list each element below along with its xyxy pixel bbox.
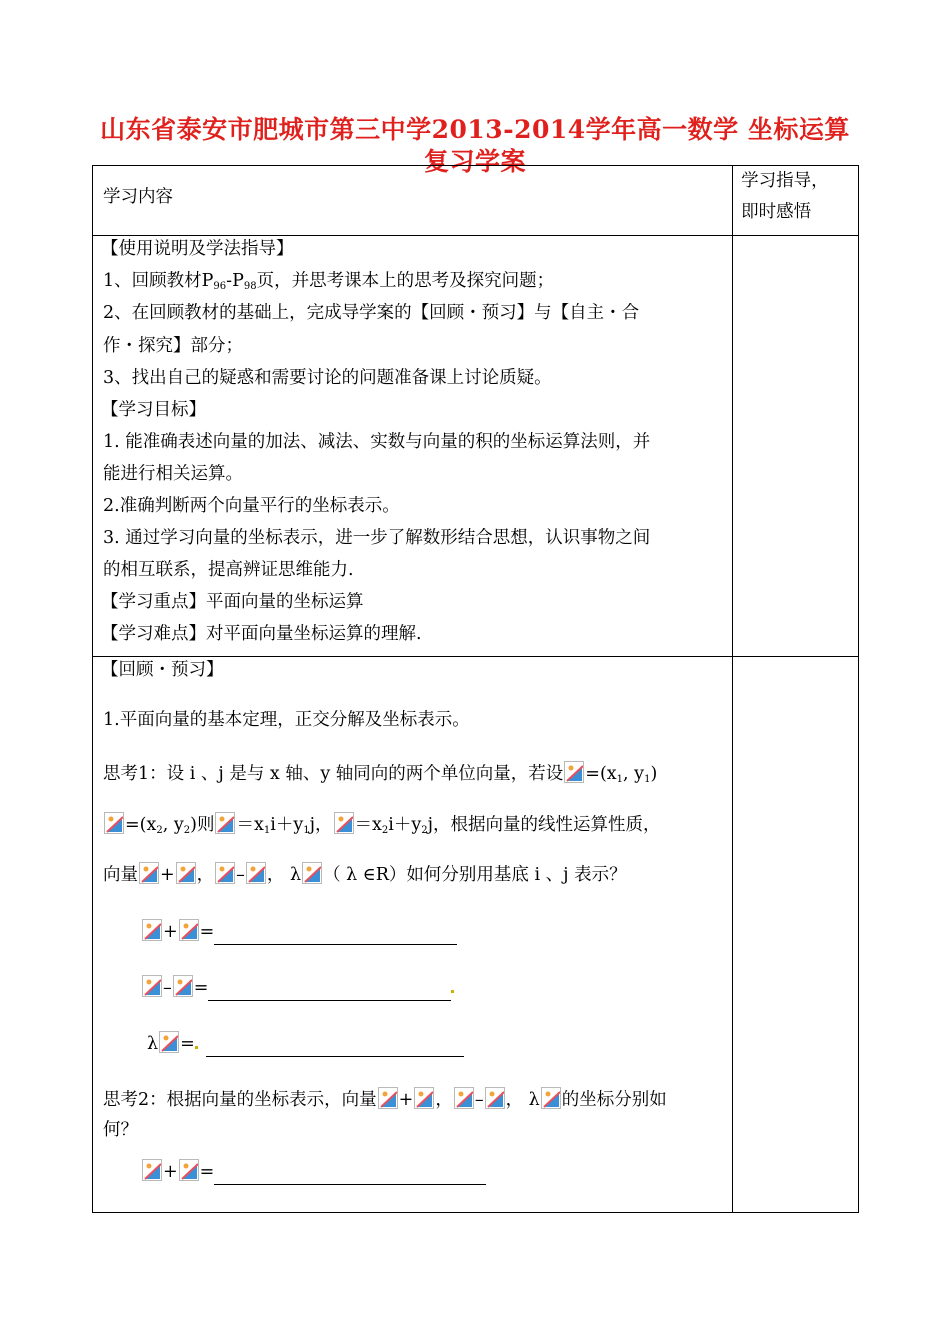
review-item-1: 1.平面向量的基本定理，正交分解及坐标表示。 <box>103 710 470 730</box>
vector-image-icon <box>564 761 584 783</box>
header-content-cell <box>93 166 733 236</box>
review-heading: 【回顾・预习】 <box>101 660 224 680</box>
vector-image-icon <box>173 975 193 997</box>
goal-3-line2: 的相互联系，提高辨证思维能力. <box>103 560 354 580</box>
review-notes-cell <box>733 657 859 1213</box>
vector-image-icon <box>246 862 266 884</box>
answer-blank[interactable] <box>208 980 451 1001</box>
instruction-item-1: 1、回顾教材$P_{96}-P_{98}$页，并思考课本上的思考及探究问题； <box>103 271 555 292</box>
document-title-line2: 复习学案 <box>423 147 526 176</box>
instructions-notes-cell <box>733 236 859 657</box>
think2-line2: 何？ <box>103 1120 138 1140</box>
instructions-heading: 【使用说明及学法指导】 <box>101 239 294 259</box>
key-point: 【学习重点】平面向量的坐标运算 <box>101 592 364 612</box>
vector-image-icon <box>302 862 322 884</box>
guide-label-2: 即时感悟 <box>741 202 812 222</box>
vector-image-icon <box>541 1087 561 1109</box>
goal-1-line2: 能进行相关运算。 <box>103 464 243 484</box>
goal-2: 2.准确判断两个向量平行的坐标表示。 <box>103 496 400 516</box>
sum-fill-line: + = <box>141 919 457 945</box>
think2-sum-fill-line: + = <box>141 1159 486 1185</box>
header-guide-cell <box>733 166 859 236</box>
think1-line2: $=(x_2$, $y_2$)则 $=x_1i+y_1j$， $=x_2i+y_2j$，根据向量的线性运算性质， <box>103 812 661 836</box>
vector-image-icon <box>485 1087 505 1109</box>
vector-image-icon <box>215 812 235 834</box>
vector-image-icon <box>139 862 159 884</box>
difficulty: 【学习难点】对平面向量坐标运算的理解. <box>101 624 422 644</box>
content-label: 学习内容 <box>103 187 173 207</box>
guide-label-1: 学习指导， <box>741 171 829 191</box>
instruction-item-3: 3、找出自己的疑惑和需要讨论的问题准备课上讨论质疑。 <box>103 368 552 388</box>
instruction-item-2-line2: 作・探究】部分； <box>103 336 243 356</box>
vector-image-icon <box>454 1087 474 1109</box>
worksheet-table <box>92 165 859 1213</box>
vector-image-icon <box>179 919 199 941</box>
vector-image-icon <box>142 975 162 997</box>
vector-image-icon <box>142 1159 162 1181</box>
vector-image-icon <box>378 1087 398 1109</box>
instructions-cell <box>93 236 733 657</box>
goal-1-line1: 1. 能准确表述向量的加法、减法、实数与向量的积的坐标运算法则，并 <box>103 432 651 452</box>
vector-image-icon <box>179 1159 199 1181</box>
vector-image-icon <box>142 919 162 941</box>
vector-image-icon <box>104 812 124 834</box>
vector-image-icon <box>334 812 354 834</box>
document-title-line1: 山东省泰安市肥城市第三中学2013-2014学年高一数学 坐标运算 <box>100 115 850 144</box>
goals-heading: 【学习目标】 <box>101 400 206 420</box>
goal-3-line1: 3. 通过学习向量的坐标表示，进一步了解数形结合思想，认识事物之间 <box>103 528 651 548</box>
answer-blank[interactable] <box>214 924 457 945</box>
vector-image-icon <box>414 1087 434 1109</box>
think1-line3: 向量 + ， – ， λ （ λ ∈R）如何分别用基底 i 、j 表示？ <box>103 862 627 886</box>
think2-line1: 思考2：根据向量的坐标表示，向量 + ， – ， λ 的坐标分别如 <box>103 1087 667 1111</box>
answer-blank[interactable] <box>206 1036 464 1057</box>
vector-image-icon <box>176 862 196 884</box>
difference-fill-line: – = <box>141 975 454 1001</box>
instruction-item-2-line1: 2、在回顾教材的基础上，完成导学案的【回顾・预习】与【自主・合 <box>103 303 640 323</box>
scalar-fill-line: λ = <box>147 1031 464 1057</box>
vector-image-icon <box>215 862 235 884</box>
review-cell <box>93 657 733 1213</box>
think1-line1: 思考1：设 i 、j 是与 x 轴、y 轴同向的两个单位向量，若设 $=(x_1$, $y_1$) <box>103 761 657 785</box>
vector-image-icon <box>159 1031 179 1053</box>
answer-blank[interactable] <box>214 1164 486 1185</box>
